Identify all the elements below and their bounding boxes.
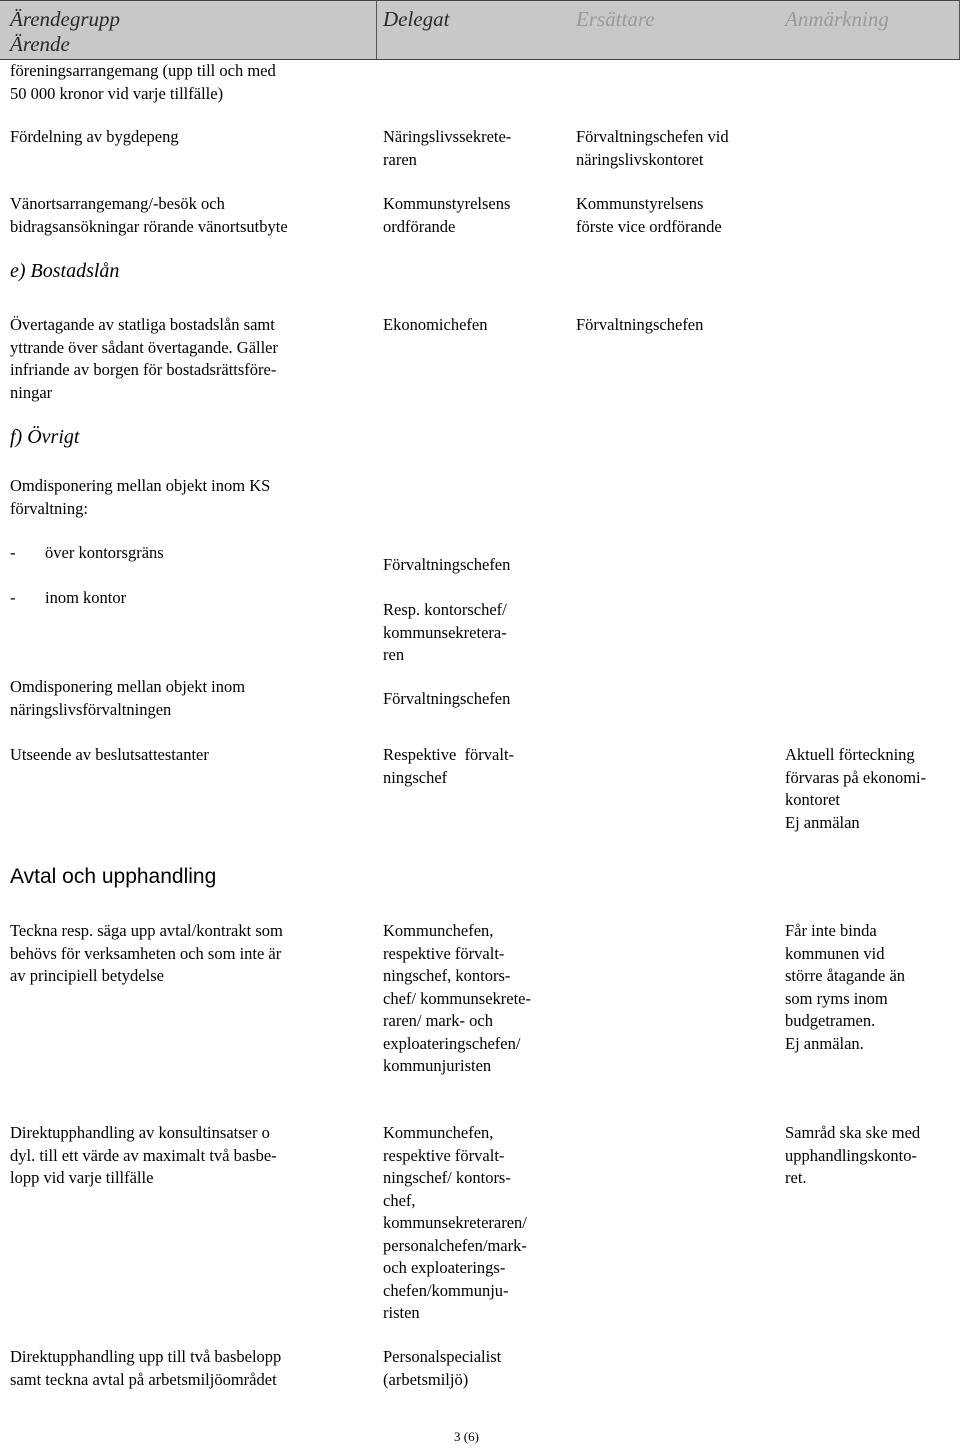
header-arende: Ärende: [10, 32, 70, 56]
text-line: Kommunstyrelsens: [383, 194, 511, 213]
text-line: Ej anmälan.: [785, 1033, 864, 1053]
text-line: kontoret: [785, 790, 840, 809]
arende-text: över kontorsgräns: [45, 543, 164, 562]
arende-text: Utseende av beslutsattestanter: [10, 745, 209, 764]
text-line: kommunsekreteraren/: [383, 1213, 527, 1232]
delegat-text: Förvaltningschefen: [383, 689, 511, 708]
arende-text: [10, 1122, 277, 1190]
text-line: Övertagande av statliga bostadslån samt: [10, 315, 275, 334]
text-line: ningschef, kontors-: [383, 966, 511, 985]
text-line: Förvaltningschefen vid: [576, 127, 729, 146]
text-line: Respektive förvalt-: [383, 745, 515, 764]
text-line: som ryms inom: [785, 988, 888, 1008]
arende-text: [10, 1346, 281, 1391]
section-heading-avtal: Avtal och upphandling: [10, 865, 217, 888]
text-line: ningar: [10, 382, 53, 402]
text-line: chef/ kommunsekrete-: [383, 988, 531, 1008]
arende-text: [10, 314, 278, 404]
text-line: ordförande: [383, 216, 456, 236]
delegat-text: [383, 599, 507, 667]
text-line: av principiell betydelse: [10, 966, 164, 985]
text-line: näringslivskontoret: [576, 149, 704, 169]
text-line: Får inte binda: [785, 921, 877, 940]
ersattare-text: [576, 193, 722, 238]
text-line: ningschef/ kontors-: [383, 1168, 511, 1187]
text-line: förvaltning:: [10, 498, 88, 518]
text-line: samt teckna avtal på arbetsmiljöområdet: [10, 1369, 277, 1389]
arende-text: [10, 920, 283, 988]
text-line: Resp. kontorschef/: [383, 600, 507, 619]
text-line: Samråd ska ske med: [785, 1123, 921, 1142]
text-line: (arbetsmiljö): [383, 1369, 469, 1389]
arende-text: [10, 126, 179, 149]
text-line: Vänortsarrangemang/-besök och: [10, 194, 225, 213]
text-line: Omdisponering mellan objekt inom: [10, 677, 246, 696]
text-line: kommunen vid: [785, 943, 885, 963]
page-number: 3 (6): [454, 1429, 479, 1444]
text-line: förvaras på ekonomi-: [785, 767, 927, 787]
arende-text: [10, 676, 245, 721]
header-ersattare: Ersättare: [576, 7, 655, 31]
text-line: infriande av borgen för bostadsrättsföre-: [10, 360, 277, 379]
text-line: ren: [383, 645, 405, 664]
text-line: Kommunchefen,: [383, 921, 494, 940]
text-line: bidragsansökningar rörande vänortsutbyte: [10, 216, 288, 236]
delegat-text: [383, 126, 511, 171]
text-line: Personalspecialist: [383, 1347, 502, 1366]
text-line: kommunjuristen: [383, 1056, 492, 1075]
list-dash: -: [10, 543, 16, 562]
delegat-text: [383, 1122, 527, 1325]
delegat-text: Ekonomichefen: [383, 315, 488, 334]
text-line: förste vice ordförande: [576, 216, 722, 236]
text-line: Aktuell förteckning: [785, 745, 915, 764]
ersattare-text: Förvaltningschefen: [576, 315, 704, 334]
delegat-text: [383, 920, 531, 1078]
text-line: Direktupphandling av konsultinsatser o: [10, 1123, 270, 1142]
text-line: respektive förvalt-: [383, 943, 505, 963]
text-line: Fördelning av bygdepeng: [10, 127, 179, 146]
text-line: exploateringschefen/: [383, 1033, 521, 1053]
text-line: risten: [383, 1303, 420, 1322]
delegat-text: [383, 193, 510, 238]
text-line: Direktupphandling upp till två basbelopp: [10, 1347, 282, 1366]
text-line: Teckna resp. säga upp avtal/kontrakt som: [10, 921, 283, 940]
section-heading-ovrigt: f) Övrigt: [10, 426, 80, 448]
section-heading-bostadslan: e) Bostadslån: [10, 260, 120, 282]
text-line: och exploaterings-: [383, 1258, 506, 1277]
text-line: Ej anmälan: [785, 812, 860, 832]
text-line: upphandlingskonto-: [785, 1145, 917, 1165]
text-line: näringslivsförvaltningen: [10, 699, 172, 719]
anmarkning-text: [785, 1122, 920, 1190]
text-line: lopp vid varje tillfälle: [10, 1168, 154, 1187]
arende-text: [10, 193, 288, 238]
text-line: dyl. till ett värde av maximalt två basbe-: [10, 1145, 277, 1165]
text-line: chef,: [383, 1190, 416, 1210]
anmarkning-text: [785, 744, 926, 834]
text-line: föreningsarrangemang (upp till och med: [10, 61, 276, 80]
text-line: chefen/kommunju-: [383, 1280, 509, 1300]
text-line: 50 000 kronor vid varje tillfälle): [10, 83, 224, 103]
text-line: yttrande över sådant övertagande. Gäller: [10, 337, 279, 357]
text-line: större åtagande än: [785, 966, 906, 985]
text-line: ningschef: [383, 767, 448, 787]
text-line: respektive förvalt-: [383, 1145, 505, 1165]
text-line: ret.: [785, 1168, 807, 1187]
list-dash: -: [10, 588, 16, 607]
header-divider: [376, 1, 377, 59]
ersattare-text: [576, 126, 729, 171]
arende-text: [10, 475, 270, 520]
text-line: Omdisponering mellan objekt inom KS: [10, 476, 271, 495]
anmarkning-text: [785, 920, 905, 1055]
delegat-text: [383, 744, 514, 789]
arende-text: inom kontor: [45, 588, 127, 607]
header-arendegrupp: Ärendegrupp: [10, 7, 121, 31]
header-anmarkning: Anmärkning: [785, 7, 889, 31]
text-line: kommunsekretera-: [383, 622, 507, 642]
delegat-text: [383, 1346, 501, 1391]
text-line: personalchefen/mark-: [383, 1235, 527, 1255]
text-line: raren: [383, 149, 417, 169]
text-line: raren/ mark- och: [383, 1011, 493, 1030]
arende-text: [10, 60, 276, 105]
text-line: Kommunstyrelsens: [576, 194, 704, 213]
header-delegat: Delegat: [383, 7, 450, 31]
text-line: Kommunchefen,: [383, 1123, 494, 1142]
text-line: behövs för verksamheten och som inte är: [10, 943, 282, 963]
text-line: Näringslivssekrete-: [383, 127, 512, 146]
delegat-text: Förvaltningschefen: [383, 555, 511, 574]
table-header: [0, 0, 960, 60]
text-line: budgetramen.: [785, 1011, 876, 1030]
